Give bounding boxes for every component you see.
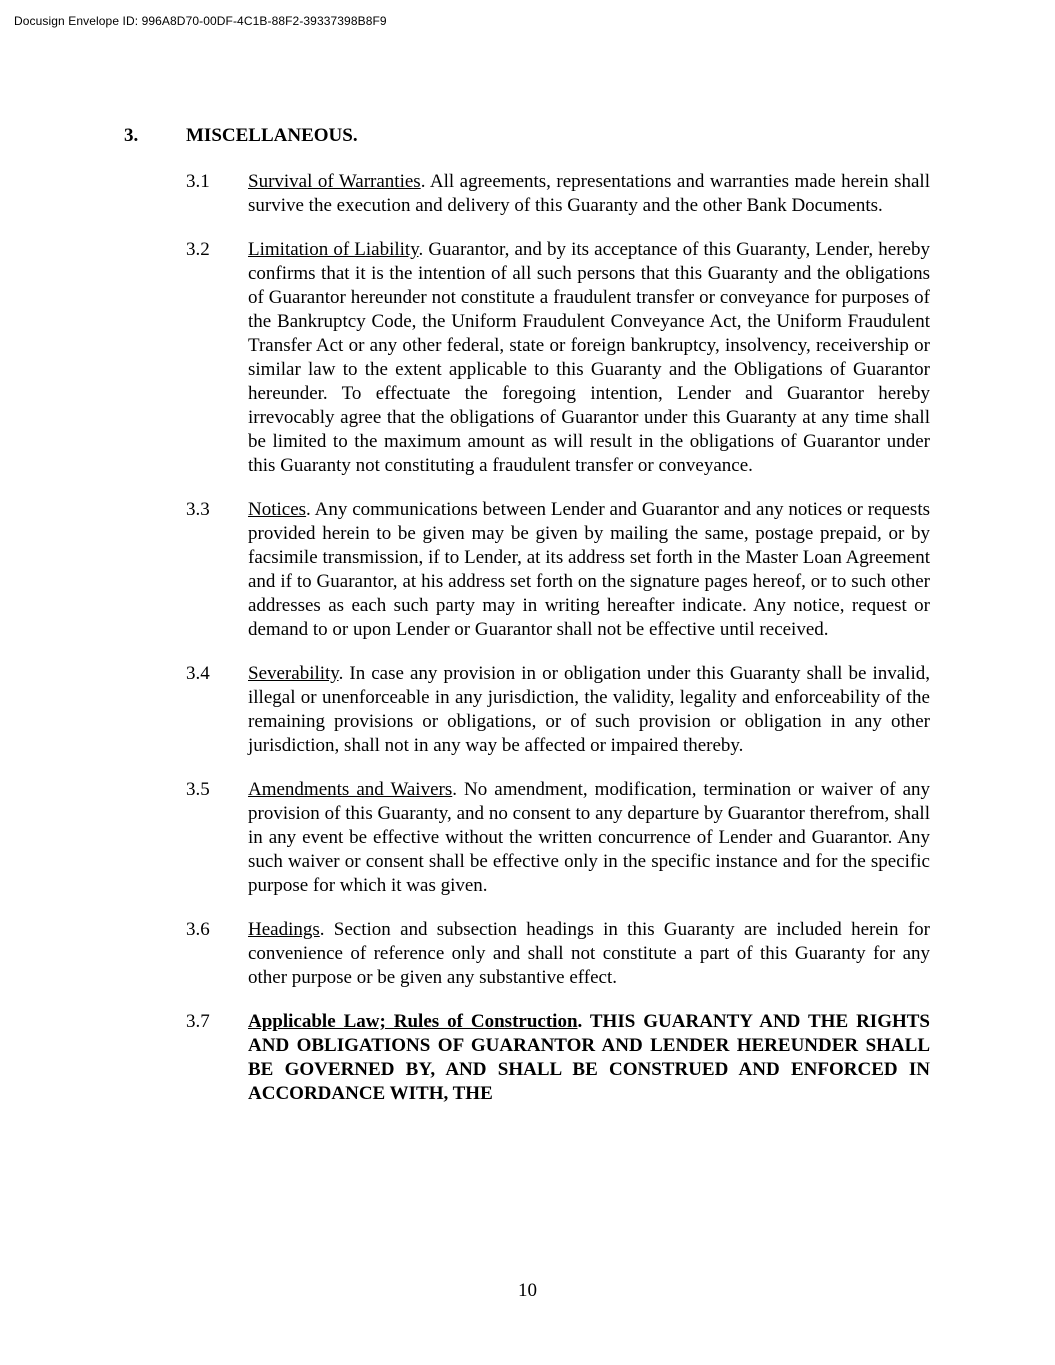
clause-amendments-and-waivers — [186, 778, 930, 898]
clause-number: 3.1 — [186, 171, 210, 192]
clause-number: 3.5 — [186, 779, 210, 800]
section-heading — [124, 124, 358, 148]
clause-body: . All agreements, representations and warranties made herein shall survive the execution and delivery of this Guaranty and the other Bank Documents. — [248, 171, 930, 216]
page-number: 10 — [518, 1280, 537, 1301]
clause-text — [248, 662, 930, 758]
clause-limitation-of-liability — [186, 238, 930, 478]
clause-number: 3.4 — [186, 663, 210, 684]
clause-body: . Section and subsection headings in this Guaranty are included herein for convenience of reference only and shall not constitute a part of this Guaranty for any other purpose or be given any substantive effect. — [248, 919, 930, 988]
clause-number: 3.7 — [186, 1011, 210, 1032]
clause-title: Severability — [248, 663, 339, 684]
clause-headings — [186, 918, 930, 990]
clause-text — [248, 238, 930, 478]
clause-severability — [186, 662, 930, 758]
clause-body: . Guarantor, and by its acceptance of this Guaranty, Lender, hereby confirms that it is the intention of all such persons that this Guaranty and the obligations of Guarantor hereunder not constitute a fraudulent transfer or conveyance for purposes of the Bankruptcy Code, the Uniform Fraudulent Conveyance Act, the Uniform Fraudulent Transfer Act or any other federal, state or foreign bankruptcy, insolvency, receivership or similar law to the extent applicable to this Guaranty and the Obligations of Guarantor hereunder. To effectuate the foregoing intention, Lender and Guarantor hereby irrevocably agree that the obligations of Guarantor under this Guaranty at any time shall be limited to the maximum amount as will result in the obligations of Guarantor under this Guaranty not constituting a fraudulent transfer or conveyance. — [248, 239, 930, 476]
clause-applicable-law — [186, 1010, 930, 1106]
clause-body: . THIS GUARANTY AND THE RIGHTS AND OBLIGATIONS OF GUARANTOR AND LENDER HEREUNDER SHALL BE GOVERNED BY, AND SHALL BE CONSTRUED AND ENFORCED IN ACCORDANCE WITH, THE — [248, 1011, 931, 1104]
clause-number: 3.2 — [186, 239, 210, 260]
clause-title: Limitation of Liability — [248, 239, 419, 260]
clause-number: 3.3 — [186, 499, 210, 520]
clause-text — [248, 1010, 930, 1106]
docusign-envelope-id: Docusign Envelope ID: 996A8D70-00DF-4C1B-88F2-39337398B8F9 — [14, 14, 387, 28]
clause-title: Amendments and Waivers — [248, 779, 453, 800]
clause-survival-of-warranties — [186, 170, 930, 218]
section-title: MISCELLANEOUS. — [186, 125, 358, 146]
clause-title: Notices — [248, 499, 307, 520]
clause-body: . No amendment, modification, termination or waiver of any provision of this Guaranty, and no consent to any departure by Guarantor therefrom, shall in any event be effective without the written concurrence of Lender and Guarantor. Any such waiver or consent shall be effective only in the specific instance and for the specific purpose for which it was given. — [248, 779, 931, 896]
clause-text — [248, 170, 930, 218]
clause-list — [186, 170, 930, 1126]
clause-title: Applicable Law; Rules of Construction — [248, 1011, 578, 1032]
clause-text — [248, 918, 930, 990]
clause-text — [248, 498, 930, 642]
clause-body: . Any communications between Lender and Guarantor and any notices or requests provided herein to be given may be given by mailing the same, postage prepaid, or by facsimile transmission, if to Lender, at its address set forth in the Master Loan Agreement and if to Guarantor, at his address set forth on the signature pages hereof, or to such other addresses as each such party may in writing hereafter indicate. Any notice, request or demand to or upon Lender or Guarantor shall not be effective until received. — [248, 499, 930, 640]
clause-number: 3.6 — [186, 919, 210, 940]
clause-text — [248, 778, 930, 898]
clause-title: Headings — [248, 919, 320, 940]
section-number: 3. — [124, 125, 139, 146]
clause-body: . In case any provision in or obligation under this Guaranty shall be invalid, illegal or unenforceable in any jurisdiction, the validity, legality and enforceability of the remaining provisions or obligations, or of such provision or obligation in any other jurisdiction, shall not in any way be affected or impaired thereby. — [248, 663, 930, 756]
clause-title: Survival of Warranties — [248, 171, 421, 192]
clause-notices — [186, 498, 930, 642]
